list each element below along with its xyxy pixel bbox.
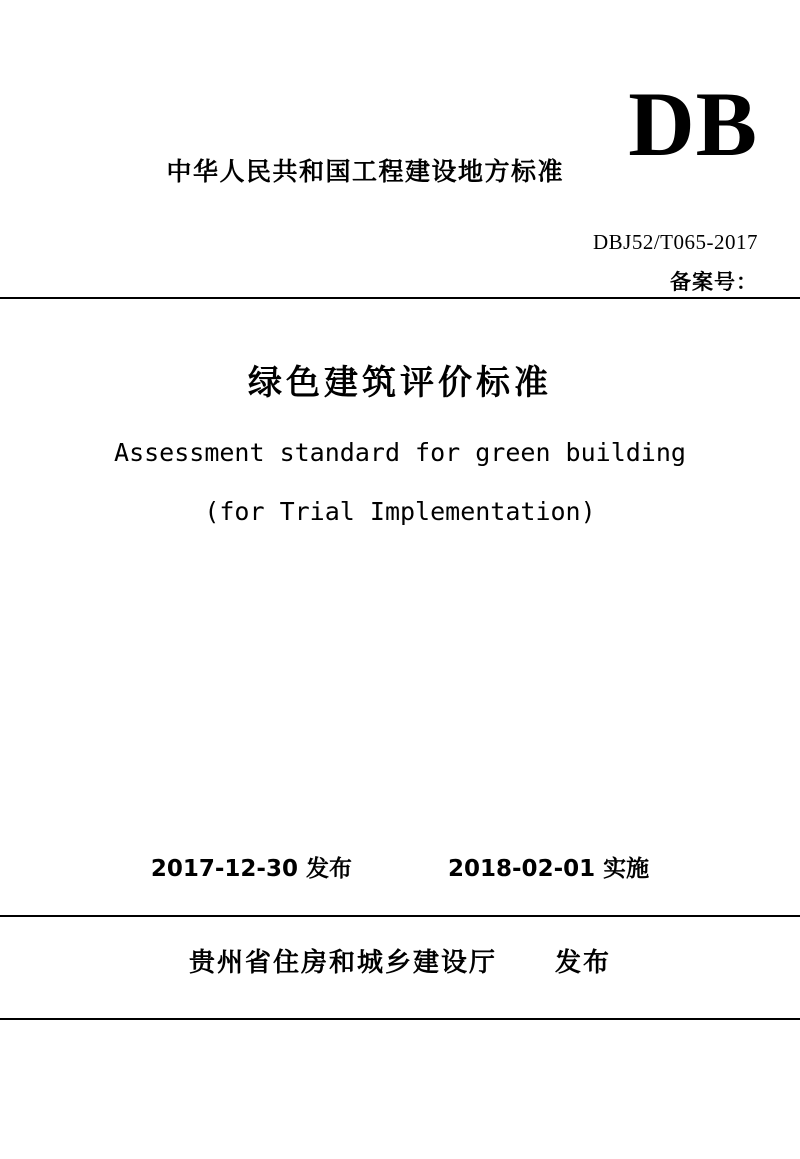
- publisher-action-label: 发布: [555, 948, 612, 978]
- db-mark-label: DB: [628, 73, 758, 175]
- publisher-block: [0, 942, 800, 979]
- dates-block: [0, 850, 800, 883]
- title-chinese: 绿色建筑评价标准: [248, 363, 552, 403]
- standard-series-label: 中华人民共和国工程建设地方标准: [166, 157, 564, 186]
- title-english-subtitle: (for Trial Implementation): [204, 497, 596, 526]
- standard-code-label: DBJ52/T065-2017: [593, 230, 758, 254]
- title-english: Assessment standard for green building: [114, 438, 686, 467]
- divider-middle: [0, 915, 800, 917]
- title-block: [0, 355, 800, 526]
- issue-date: 2017-12-30 发布: [150, 856, 352, 882]
- effective-date: 2018-02-01 实施: [448, 856, 650, 882]
- divider-top: [0, 297, 800, 299]
- record-number-label: 备案号：: [670, 269, 758, 294]
- header-block: [0, 0, 800, 296]
- divider-bottom: [0, 1018, 800, 1020]
- publisher-name: 贵州省住房和城乡建设厅: [188, 948, 497, 978]
